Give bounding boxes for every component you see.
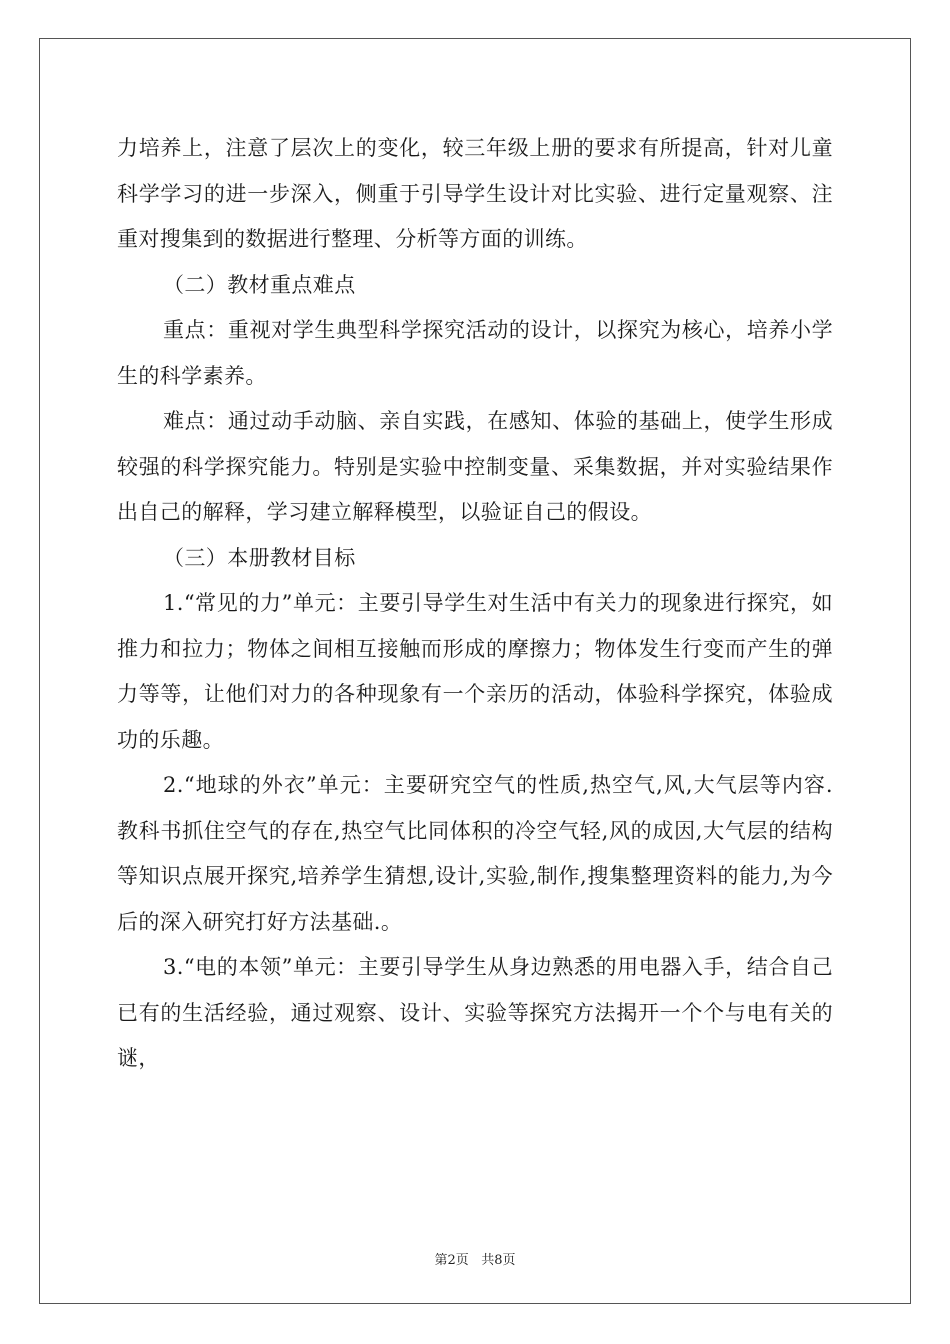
section-heading-goals: （三）本册教材目标 [163,545,356,570]
paragraph-unit-electricity: 3.“电的本领”单元：主要引导学生从身边熟悉的用电器入手，结合自己已有的生活经验，通过观察、设计、实验等探究方法揭开一个个与电有关的谜， [117,955,833,1070]
paragraph-difficulties: 难点：通过动手动脑、亲自实践，在感知、体验的基础上，使学生形成较强的科学探究能力。特别是实验中控制变量、采集数据，并对实验结果作出自己的解释，学习建立解释模型，以验证自己的假设。 [117,409,833,524]
page-footer [0,1249,950,1268]
section-heading-key-difficulties: （二）教材重点难点 [163,272,356,297]
page-total: 共8页 [481,1253,516,1268]
paragraph-key-points: 重点：重视对学生典型科学探究活动的设计，以探究为核心，培养小学生的科学素养。 [117,318,833,388]
document-body [117,126,833,1082]
paragraph-unit-atmosphere: 2.“地球的外衣”单元：主要研究空气的性质,热空气,风,大气层等内容.教科书抓住空气的存在,热空气比同体积的冷空气轻,风的成因,大气层的结构等知识点展开探究,培养学生猜想,设计,实验,制作,搜集整理资料的能力,为今后的深入研究打好方法基础.。 [117,773,833,934]
paragraph-unit-force: 1.“常见的力”单元：主要引导学生对生活中有关力的现象进行探究，如推力和拉力；物体之间相互接触而形成的摩擦力；物体发生行变而产生的弹力等等，让他们对力的各种现象有一个亲历的活动，体验科学探究，体验成功的乐趣。 [117,591,833,752]
page-number: 第2页 [434,1253,469,1268]
paragraph-continuation: 力培养上，注意了层次上的变化，较三年级上册的要求有所提高，针对儿童科学学习的进一步深入，侧重于引导学生设计对比实验、进行定量观察、注重对搜集到的数据进行整理、分析等方面的训练。 [117,136,833,251]
